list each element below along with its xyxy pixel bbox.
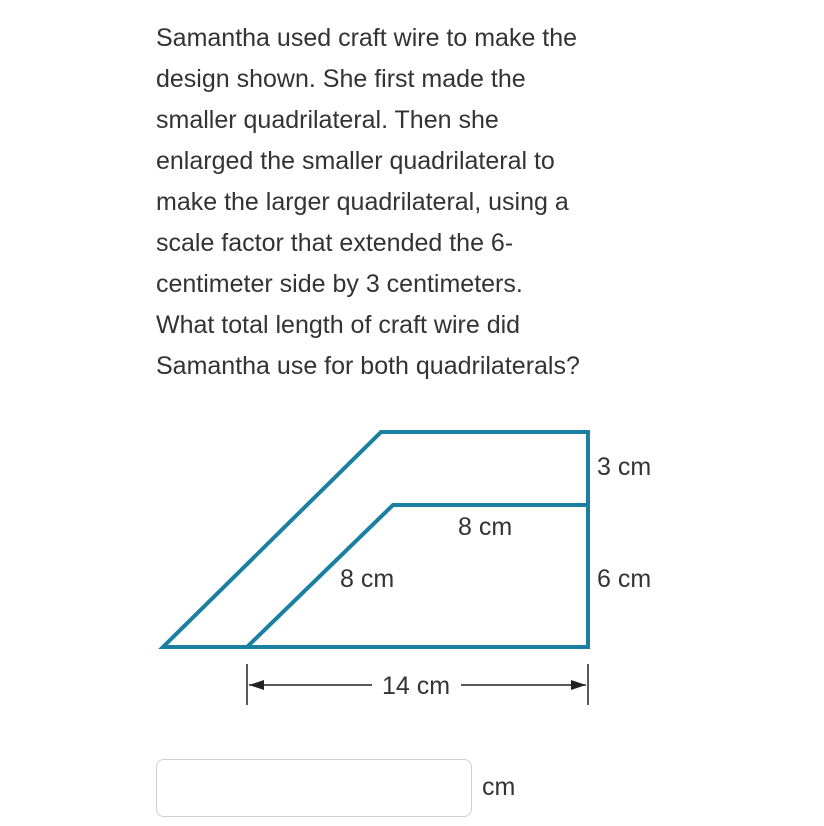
smaller-quadrilateral <box>247 505 588 647</box>
question-line: design shown. She first made the <box>156 65 526 93</box>
dimension-arrowhead-left <box>249 680 264 690</box>
answer-unit-label: cm <box>482 773 516 801</box>
question-line: smaller quadrilateral. Then she <box>156 106 499 134</box>
question-line: What total length of craft wire did <box>156 311 521 339</box>
question-line: Samantha use for both quadrilaterals? <box>156 352 580 380</box>
larger-quadrilateral <box>163 432 588 647</box>
label-3cm: 3 cm <box>597 453 652 481</box>
label-6cm: 6 cm <box>597 565 652 593</box>
quadrilateral-shapes <box>163 432 588 647</box>
question-line: enlarged the smaller quadrilateral to <box>156 147 555 175</box>
question-line: make the larger quadrilateral, using a <box>156 188 569 216</box>
dimension-arrowhead-right <box>571 680 586 690</box>
question-line: Samantha used craft wire to make the <box>156 24 578 52</box>
question-line: centimeter side by 3 centimeters. <box>156 270 523 298</box>
answer-input[interactable] <box>156 759 472 817</box>
label-inner-slant-8cm: 8 cm <box>340 565 395 593</box>
question-line: scale factor that extended the 6- <box>156 229 514 257</box>
label-inner-top-8cm: 8 cm <box>458 513 513 541</box>
label-14cm: 14 cm <box>381 672 451 700</box>
